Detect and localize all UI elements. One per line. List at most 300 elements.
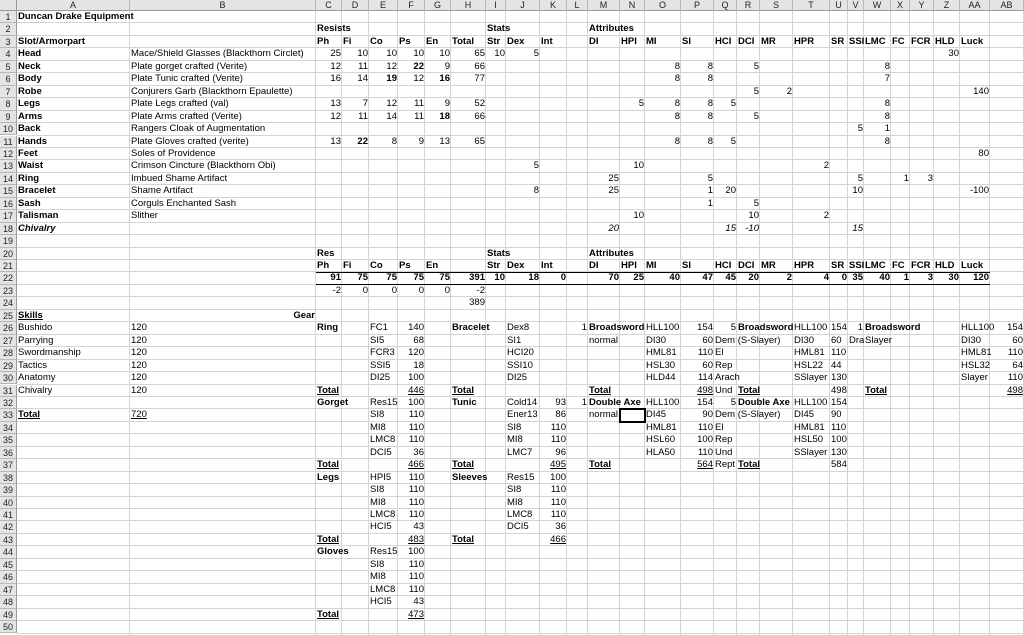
cell-d21[interactable]: Fi — [343, 260, 352, 271]
cell-r31[interactable]: Total — [738, 384, 760, 396]
row-header[interactable]: 30 — [0, 372, 17, 384]
column-header-l[interactable]: L — [567, 0, 588, 11]
cell-ab27[interactable]: 60 — [1012, 334, 1023, 346]
selected-cell[interactable] — [620, 409, 645, 421]
cell-t26[interactable]: HLL100 — [794, 322, 828, 334]
cell-d3[interactable]: Fi — [343, 35, 352, 47]
row-header[interactable]: 36 — [0, 447, 17, 459]
cell-aa3[interactable]: Luck — [961, 35, 984, 47]
cell-j40[interactable]: MI8 — [507, 496, 523, 508]
cell-z22[interactable]: 30 — [948, 272, 959, 284]
cell-c22[interactable]: 91 — [330, 272, 341, 284]
cell-j21[interactable]: Dex — [507, 260, 525, 271]
cell-c9[interactable]: 12 — [330, 110, 341, 122]
cell-e36[interactable]: DCI5 — [370, 446, 392, 458]
cell-b29[interactable]: 120 — [131, 359, 147, 371]
cell-b17[interactable]: Slither — [131, 210, 158, 222]
cell-f48[interactable]: 43 — [413, 596, 424, 608]
cell-j42[interactable]: DCI5 — [507, 521, 529, 533]
row-header[interactable]: 34 — [0, 422, 17, 434]
cell-h3[interactable]: Total — [452, 35, 474, 47]
cell-aa29[interactable]: HSL32 — [961, 359, 991, 371]
cell-c11[interactable]: 13 — [330, 135, 341, 147]
cell-v3[interactable]: SSI — [849, 35, 865, 47]
cell-e21[interactable]: Co — [370, 260, 383, 271]
cell-p29[interactable]: 60 — [702, 359, 713, 371]
cell-b15[interactable]: Shame Artifact — [131, 185, 193, 197]
cell-q27[interactable]: Dem (S-Slayer) — [715, 334, 781, 346]
row-header[interactable]: 42 — [0, 521, 17, 533]
row-header[interactable]: 24 — [0, 297, 17, 309]
column-header-f[interactable]: F — [398, 0, 425, 11]
column-header-q[interactable]: Q — [714, 0, 737, 11]
cell-o29[interactable]: HSL30 — [646, 359, 676, 371]
cell-p21[interactable]: SI — [682, 260, 691, 271]
cell-e45[interactable]: SI8 — [370, 558, 385, 570]
cell-b4[interactable]: Mace/Shield Glasses (Blackthorn Circlet) — [131, 48, 304, 60]
row-header[interactable]: 9 — [0, 111, 17, 123]
cell-f33[interactable]: 110 — [408, 409, 424, 421]
cell-h4[interactable]: 65 — [474, 48, 485, 60]
cell-c31[interactable]: Total — [317, 384, 339, 396]
cell-e23[interactable]: 0 — [391, 284, 397, 296]
cell-j29[interactable]: SSI10 — [507, 359, 533, 371]
cell-o28[interactable]: HML81 — [646, 347, 677, 359]
cell-f46[interactable]: 110 — [408, 571, 424, 583]
column-header-d[interactable]: D — [342, 0, 369, 11]
cell-t34[interactable]: HML81 — [794, 421, 825, 433]
cell-g9[interactable]: 18 — [439, 110, 450, 122]
cell-g3[interactable]: En — [426, 35, 439, 47]
cell-c3[interactable]: Ph — [317, 35, 330, 47]
cell-f6[interactable]: 12 — [413, 73, 424, 85]
cell-f3[interactable]: Ps — [399, 35, 411, 47]
cell-q34[interactable]: El — [715, 421, 724, 433]
cell-p14[interactable]: 5 — [707, 172, 713, 184]
cell-b25[interactable]: Gear — [293, 309, 315, 321]
cell-k39[interactable]: 110 — [550, 484, 566, 496]
cell-e8[interactable]: 12 — [386, 98, 397, 110]
cell-f21[interactable]: Ps — [399, 260, 411, 271]
cell-j4[interactable]: 5 — [533, 48, 539, 60]
cell-c23[interactable]: -2 — [332, 284, 341, 296]
row-header[interactable]: 48 — [0, 596, 17, 608]
cell-f43[interactable]: 483 — [408, 533, 424, 545]
cell-q15[interactable]: 20 — [725, 185, 736, 197]
cell-w27[interactable]: Slayer — [865, 334, 892, 346]
cell-i3[interactable]: Str — [487, 35, 501, 47]
cell-f9[interactable]: 11 — [414, 110, 424, 122]
cell-t33[interactable]: DI45 — [794, 409, 815, 421]
cell-o35[interactable]: HSL60 — [646, 434, 676, 446]
cell-j15[interactable]: 8 — [533, 185, 539, 197]
column-header-v[interactable]: V — [848, 0, 864, 11]
cell-p31[interactable]: 498 — [697, 384, 713, 396]
cell-h9[interactable]: 66 — [474, 110, 485, 122]
cell-k3[interactable]: Int — [541, 35, 553, 47]
cell-f47[interactable]: 110 — [408, 583, 424, 595]
cell-h24[interactable]: 389 — [469, 297, 485, 309]
column-header-o[interactable]: O — [645, 0, 681, 11]
cell-m15[interactable]: 25 — [608, 185, 619, 197]
cell-b6[interactable]: Plate Tunic crafted (Verite) — [131, 73, 243, 85]
cell-e11[interactable]: 8 — [391, 135, 397, 147]
cell-s7[interactable]: 2 — [786, 85, 792, 97]
row-header[interactable]: 6 — [0, 73, 17, 85]
cell-q26[interactable]: 5 — [730, 322, 736, 334]
cell-q18[interactable]: 15 — [725, 222, 736, 234]
cell-v26[interactable]: 1 — [857, 322, 863, 334]
cell-m33[interactable]: normal — [589, 409, 619, 421]
cell-h43[interactable]: Total — [452, 533, 474, 545]
cell-u21[interactable]: SR — [831, 260, 845, 271]
row-header[interactable]: 11 — [0, 136, 17, 148]
cell-h8[interactable]: 52 — [474, 98, 485, 110]
row-header[interactable]: 27 — [0, 335, 17, 347]
cell-p22[interactable]: 47 — [702, 272, 713, 284]
cell-w21[interactable]: LMC — [865, 260, 886, 271]
cell-h32[interactable]: Tunic — [452, 396, 477, 408]
cell-o3[interactable]: MI — [646, 35, 657, 47]
cell-f45[interactable]: 110 — [408, 558, 424, 570]
cell-aa30[interactable]: Slayer — [961, 372, 988, 384]
cell-m27[interactable]: normal — [589, 334, 619, 346]
cell-j22[interactable]: 18 — [528, 272, 539, 284]
cell-a3[interactable]: Slot/Armorpart — [18, 35, 86, 47]
cell-d4[interactable]: 10 — [357, 48, 368, 60]
cell-h5[interactable]: 66 — [474, 60, 485, 72]
cell-o5[interactable]: 8 — [674, 60, 680, 72]
cell-d8[interactable]: 7 — [362, 98, 368, 110]
cell-e35[interactable]: LMC8 — [370, 434, 396, 446]
row-header[interactable]: 7 — [0, 86, 17, 98]
cell-a33[interactable]: Total — [18, 409, 40, 421]
cell-c21[interactable]: Ph — [317, 260, 330, 271]
cell-p8[interactable]: 8 — [707, 98, 713, 110]
cell-e47[interactable]: LMC8 — [370, 583, 396, 595]
row-header[interactable]: 23 — [0, 285, 17, 297]
cell-b26[interactable]: 120 — [131, 322, 147, 334]
row-header[interactable]: 41 — [0, 509, 17, 521]
cell-r3[interactable]: DCI — [738, 35, 755, 47]
cell-e42[interactable]: HCI5 — [370, 521, 392, 533]
cell-k43[interactable]: 466 — [550, 533, 566, 545]
cell-q36[interactable]: Und — [715, 446, 733, 458]
cell-q21[interactable]: HCI — [715, 260, 732, 271]
select-all-corner[interactable] — [0, 0, 17, 11]
column-header-s[interactable]: S — [760, 0, 793, 11]
cell-g5[interactable]: 9 — [444, 60, 450, 72]
row-header[interactable]: 17 — [0, 210, 17, 222]
cell-e3[interactable]: Co — [370, 35, 383, 47]
row-header[interactable]: 50 — [0, 621, 17, 633]
cell-v22[interactable]: 35 — [852, 272, 863, 284]
row-header[interactable]: 12 — [0, 148, 17, 160]
cell-n17[interactable]: 10 — [633, 210, 644, 222]
cell-c5[interactable]: 12 — [330, 60, 341, 72]
cell-a17[interactable]: Talisman — [18, 210, 59, 222]
cell-m37[interactable]: Total — [589, 459, 611, 471]
cell-c49[interactable]: Total — [317, 608, 339, 620]
cell-f39[interactable]: 110 — [408, 484, 424, 496]
cell-g11[interactable]: 13 — [439, 135, 450, 147]
row-header[interactable]: 26 — [0, 322, 17, 334]
row-header[interactable]: 29 — [0, 360, 17, 372]
cell-p3[interactable]: SI — [682, 35, 691, 47]
row-header[interactable]: 22 — [0, 272, 17, 284]
row-header[interactable]: 31 — [0, 385, 17, 397]
cell-b31[interactable]: 120 — [131, 384, 147, 396]
cell-p37[interactable]: 564 — [697, 459, 713, 471]
cell-m14[interactable]: 25 — [608, 172, 619, 184]
cell-r22[interactable]: 20 — [748, 272, 759, 284]
cell-x3[interactable]: FC — [892, 35, 905, 47]
cell-c44[interactable]: Gloves — [317, 546, 349, 558]
cell-p30[interactable]: 114 — [697, 372, 713, 384]
cell-n3[interactable]: HPI — [621, 35, 637, 47]
cell-b9[interactable]: Plate Arms crafted (Verite) — [131, 110, 242, 122]
cell-f29[interactable]: 18 — [413, 359, 424, 371]
cell-w5[interactable]: 8 — [884, 60, 890, 72]
column-header-e[interactable]: E — [369, 0, 398, 11]
row-header[interactable]: 40 — [0, 497, 17, 509]
cell-o6[interactable]: 8 — [674, 73, 680, 85]
column-header-x[interactable]: X — [891, 0, 910, 11]
cell-o34[interactable]: HML81 — [646, 421, 677, 433]
cell-f32[interactable]: 100 — [408, 396, 424, 408]
cell-a28[interactable]: Swordmanship — [18, 347, 81, 359]
row-header[interactable]: 5 — [0, 61, 17, 73]
cell-h6[interactable]: 77 — [474, 73, 485, 85]
cell-k41[interactable]: 110 — [550, 509, 566, 520]
cell-t30[interactable]: SSlayer — [794, 372, 828, 384]
cell-q31[interactable]: Und — [715, 384, 733, 396]
cell-a11[interactable]: Hands — [18, 135, 48, 147]
cell-f4[interactable]: 10 — [413, 48, 424, 60]
cell-aa15[interactable]: -100 — [969, 185, 989, 197]
cell-c20[interactable]: Res — [317, 247, 335, 259]
cell-k37[interactable]: 495 — [550, 459, 566, 471]
cell-q29[interactable]: Rep — [715, 359, 733, 371]
cell-t28[interactable]: HML81 — [794, 347, 825, 359]
column-header-a[interactable]: A — [17, 0, 130, 11]
row-header[interactable]: 3 — [0, 36, 17, 48]
cell-v18[interactable]: 15 — [852, 222, 863, 234]
column-header-ab[interactable]: AB — [990, 0, 1024, 11]
cell-o33[interactable]: DI45 — [646, 409, 667, 421]
cell-b14[interactable]: Imbued Shame Artifact — [131, 172, 228, 184]
cell-t3[interactable]: HPR — [794, 35, 815, 47]
cell-e26[interactable]: FC1 — [370, 322, 388, 334]
cell-w3[interactable]: LMC — [865, 35, 886, 47]
row-header[interactable]: 45 — [0, 559, 17, 571]
cell-t13[interactable]: 2 — [823, 160, 829, 172]
cell-k36[interactable]: 96 — [555, 446, 566, 458]
cell-p9[interactable]: 8 — [707, 110, 713, 122]
cell-k42[interactable]: 36 — [555, 521, 566, 533]
cell-t21[interactable]: HPR — [794, 260, 815, 271]
cell-f22[interactable]: 75 — [413, 272, 424, 284]
cell-d22[interactable]: 75 — [357, 272, 368, 284]
cell-m31[interactable]: Total — [589, 384, 611, 396]
cell-c4[interactable]: 25 — [330, 48, 341, 60]
cell-o21[interactable]: MI — [646, 260, 657, 271]
cell-j3[interactable]: Dex — [507, 35, 525, 47]
cell-p35[interactable]: 100 — [697, 434, 713, 446]
cell-a1[interactable]: Duncan Drake Equipment — [18, 11, 134, 22]
cell-m22[interactable]: 70 — [608, 272, 619, 284]
cell-j41[interactable]: LMC8 — [507, 509, 533, 520]
cell-i22[interactable]: 10 — [494, 272, 505, 284]
row-header[interactable]: 49 — [0, 609, 17, 621]
row-header[interactable]: 28 — [0, 347, 17, 359]
cell-e32[interactable]: Res15 — [370, 396, 398, 408]
cell-b27[interactable]: 120 — [131, 334, 147, 346]
cell-h22[interactable]: 391 — [469, 272, 485, 284]
row-header[interactable]: 1 — [0, 11, 17, 23]
cell-o32[interactable]: HLL100 — [646, 396, 680, 408]
row-header[interactable]: 16 — [0, 198, 17, 210]
cell-a16[interactable]: Sash — [18, 197, 41, 209]
column-header-r[interactable]: R — [737, 0, 760, 11]
cell-b10[interactable]: Rangers Cloak of Augmentation — [131, 123, 266, 135]
cell-d6[interactable]: 14 — [357, 73, 368, 85]
cell-r16[interactable]: 5 — [753, 197, 759, 209]
cell-m26[interactable]: Broadsword — [589, 322, 645, 334]
cell-p27[interactable]: 60 — [702, 334, 713, 346]
cell-t22[interactable]: 4 — [823, 272, 829, 284]
cell-e41[interactable]: LMC8 — [370, 509, 396, 520]
cell-t36[interactable]: SSlayer — [794, 446, 828, 458]
cell-g23[interactable]: 0 — [444, 284, 450, 296]
cell-t29[interactable]: HSL22 — [794, 359, 824, 371]
cell-e6[interactable]: 19 — [386, 73, 397, 85]
column-header-i[interactable]: I — [486, 0, 506, 11]
cell-u37[interactable]: 584 — [831, 459, 847, 471]
cell-k32[interactable]: 93 — [555, 396, 566, 408]
cell-z21[interactable]: HLD — [935, 260, 955, 271]
column-header-aa[interactable]: AA — [960, 0, 990, 11]
row-header[interactable]: 37 — [0, 459, 17, 471]
cell-r32[interactable]: Double Axe — [738, 396, 790, 408]
cell-f41[interactable]: 110 — [408, 509, 424, 520]
cell-w26[interactable]: Broadsword — [865, 322, 921, 334]
row-header[interactable]: 15 — [0, 185, 17, 197]
cell-h31[interactable]: Total — [452, 384, 474, 396]
cell-l26[interactable]: 1 — [581, 322, 587, 334]
cell-a7[interactable]: Robe — [18, 85, 42, 97]
cell-h11[interactable]: 65 — [474, 135, 485, 147]
cell-e48[interactable]: HCI5 — [370, 596, 392, 608]
cell-m3[interactable]: DI — [589, 35, 599, 47]
cell-w8[interactable]: 8 — [884, 98, 890, 110]
cell-u32[interactable]: 154 — [831, 396, 847, 408]
cell-a27[interactable]: Parrying — [18, 334, 54, 346]
cell-h23[interactable]: -2 — [476, 284, 485, 296]
cell-j35[interactable]: MI8 — [507, 434, 523, 446]
cell-m21[interactable]: DI — [589, 260, 599, 271]
column-header-w[interactable]: W — [864, 0, 891, 11]
cell-a14[interactable]: Ring — [18, 172, 40, 184]
cell-f23[interactable]: 0 — [418, 284, 424, 296]
cell-q8[interactable]: 5 — [730, 98, 736, 110]
cell-a26[interactable]: Bushido — [18, 322, 53, 334]
cell-c26[interactable]: Ring — [317, 322, 339, 334]
cell-p6[interactable]: 8 — [707, 73, 713, 85]
cell-m32[interactable]: Double Axe — [589, 396, 641, 408]
cell-y21[interactable]: FCR — [911, 260, 931, 271]
cell-o11[interactable]: 8 — [674, 135, 680, 147]
row-header[interactable]: 8 — [0, 98, 17, 110]
cell-k35[interactable]: 110 — [550, 434, 566, 446]
cell-c38[interactable]: Legs — [317, 471, 340, 483]
column-header-z[interactable]: Z — [934, 0, 960, 11]
cell-f40[interactable]: 110 — [408, 496, 424, 508]
cell-e5[interactable]: 12 — [386, 60, 397, 72]
cell-n8[interactable]: 5 — [638, 98, 644, 110]
cell-b11[interactable]: Plate Gloves crafted (verite) — [131, 135, 249, 147]
column-header-u[interactable]: U — [830, 0, 848, 11]
cell-u30[interactable]: 130 — [831, 372, 847, 384]
cell-i4[interactable]: 10 — [494, 48, 505, 60]
cell-j13[interactable]: 5 — [533, 160, 539, 172]
column-header-y[interactable]: Y — [910, 0, 934, 11]
cell-f44[interactable]: 100 — [408, 546, 424, 558]
cell-e39[interactable]: SI8 — [370, 484, 385, 496]
cell-p34[interactable]: 110 — [697, 421, 713, 433]
row-header[interactable]: 33 — [0, 409, 17, 421]
cell-p5[interactable]: 8 — [707, 60, 713, 72]
cell-u22[interactable]: 0 — [841, 272, 847, 284]
cell-f28[interactable]: 120 — [408, 347, 424, 359]
cell-w10[interactable]: 1 — [884, 123, 890, 135]
cell-s22[interactable]: 2 — [786, 272, 792, 284]
column-header-m[interactable]: M — [588, 0, 620, 11]
cell-u36[interactable]: 130 — [831, 446, 847, 458]
row-header[interactable]: 19 — [0, 235, 17, 247]
cell-e34[interactable]: MI8 — [370, 421, 386, 433]
cell-z4[interactable]: 30 — [948, 48, 959, 60]
cell-j33[interactable]: Ener13 — [507, 409, 538, 421]
cell-e46[interactable]: MI8 — [370, 571, 386, 583]
cell-u31[interactable]: 498 — [831, 384, 847, 396]
cell-k34[interactable]: 110 — [550, 421, 566, 433]
cell-k38[interactable]: 100 — [550, 471, 566, 483]
cell-u28[interactable]: 110 — [831, 347, 847, 359]
cell-n22[interactable]: 25 — [633, 272, 644, 284]
cell-y3[interactable]: FCR — [911, 35, 931, 47]
cell-ab31[interactable]: 498 — [1007, 384, 1023, 396]
cell-u35[interactable]: 100 — [831, 434, 847, 446]
cell-a30[interactable]: Anatomy — [18, 372, 56, 384]
cell-b8[interactable]: Plate Legs crafted (val) — [131, 98, 229, 110]
cell-r37[interactable]: Total — [738, 459, 760, 471]
cell-v14[interactable]: 5 — [857, 172, 863, 184]
cell-q3[interactable]: HCI — [715, 35, 732, 47]
cell-c8[interactable]: 13 — [330, 98, 341, 110]
cell-b5[interactable]: Plate gorget crafted (Verite) — [131, 60, 248, 72]
cell-e27[interactable]: SI5 — [370, 334, 385, 346]
cell-q33[interactable]: Dem (S-Slayer) — [715, 409, 781, 421]
cell-c37[interactable]: Total — [317, 459, 339, 471]
row-header[interactable]: 44 — [0, 546, 17, 558]
cell-a31[interactable]: Chivalry — [18, 384, 53, 396]
cell-k21[interactable]: Int — [541, 260, 553, 271]
cell-u3[interactable]: SR — [831, 35, 845, 47]
cell-b7[interactable]: Conjurers Garb (Blackthorn Epaulette) — [131, 85, 293, 97]
row-header[interactable]: 32 — [0, 397, 17, 409]
cell-k40[interactable]: 110 — [550, 496, 566, 508]
